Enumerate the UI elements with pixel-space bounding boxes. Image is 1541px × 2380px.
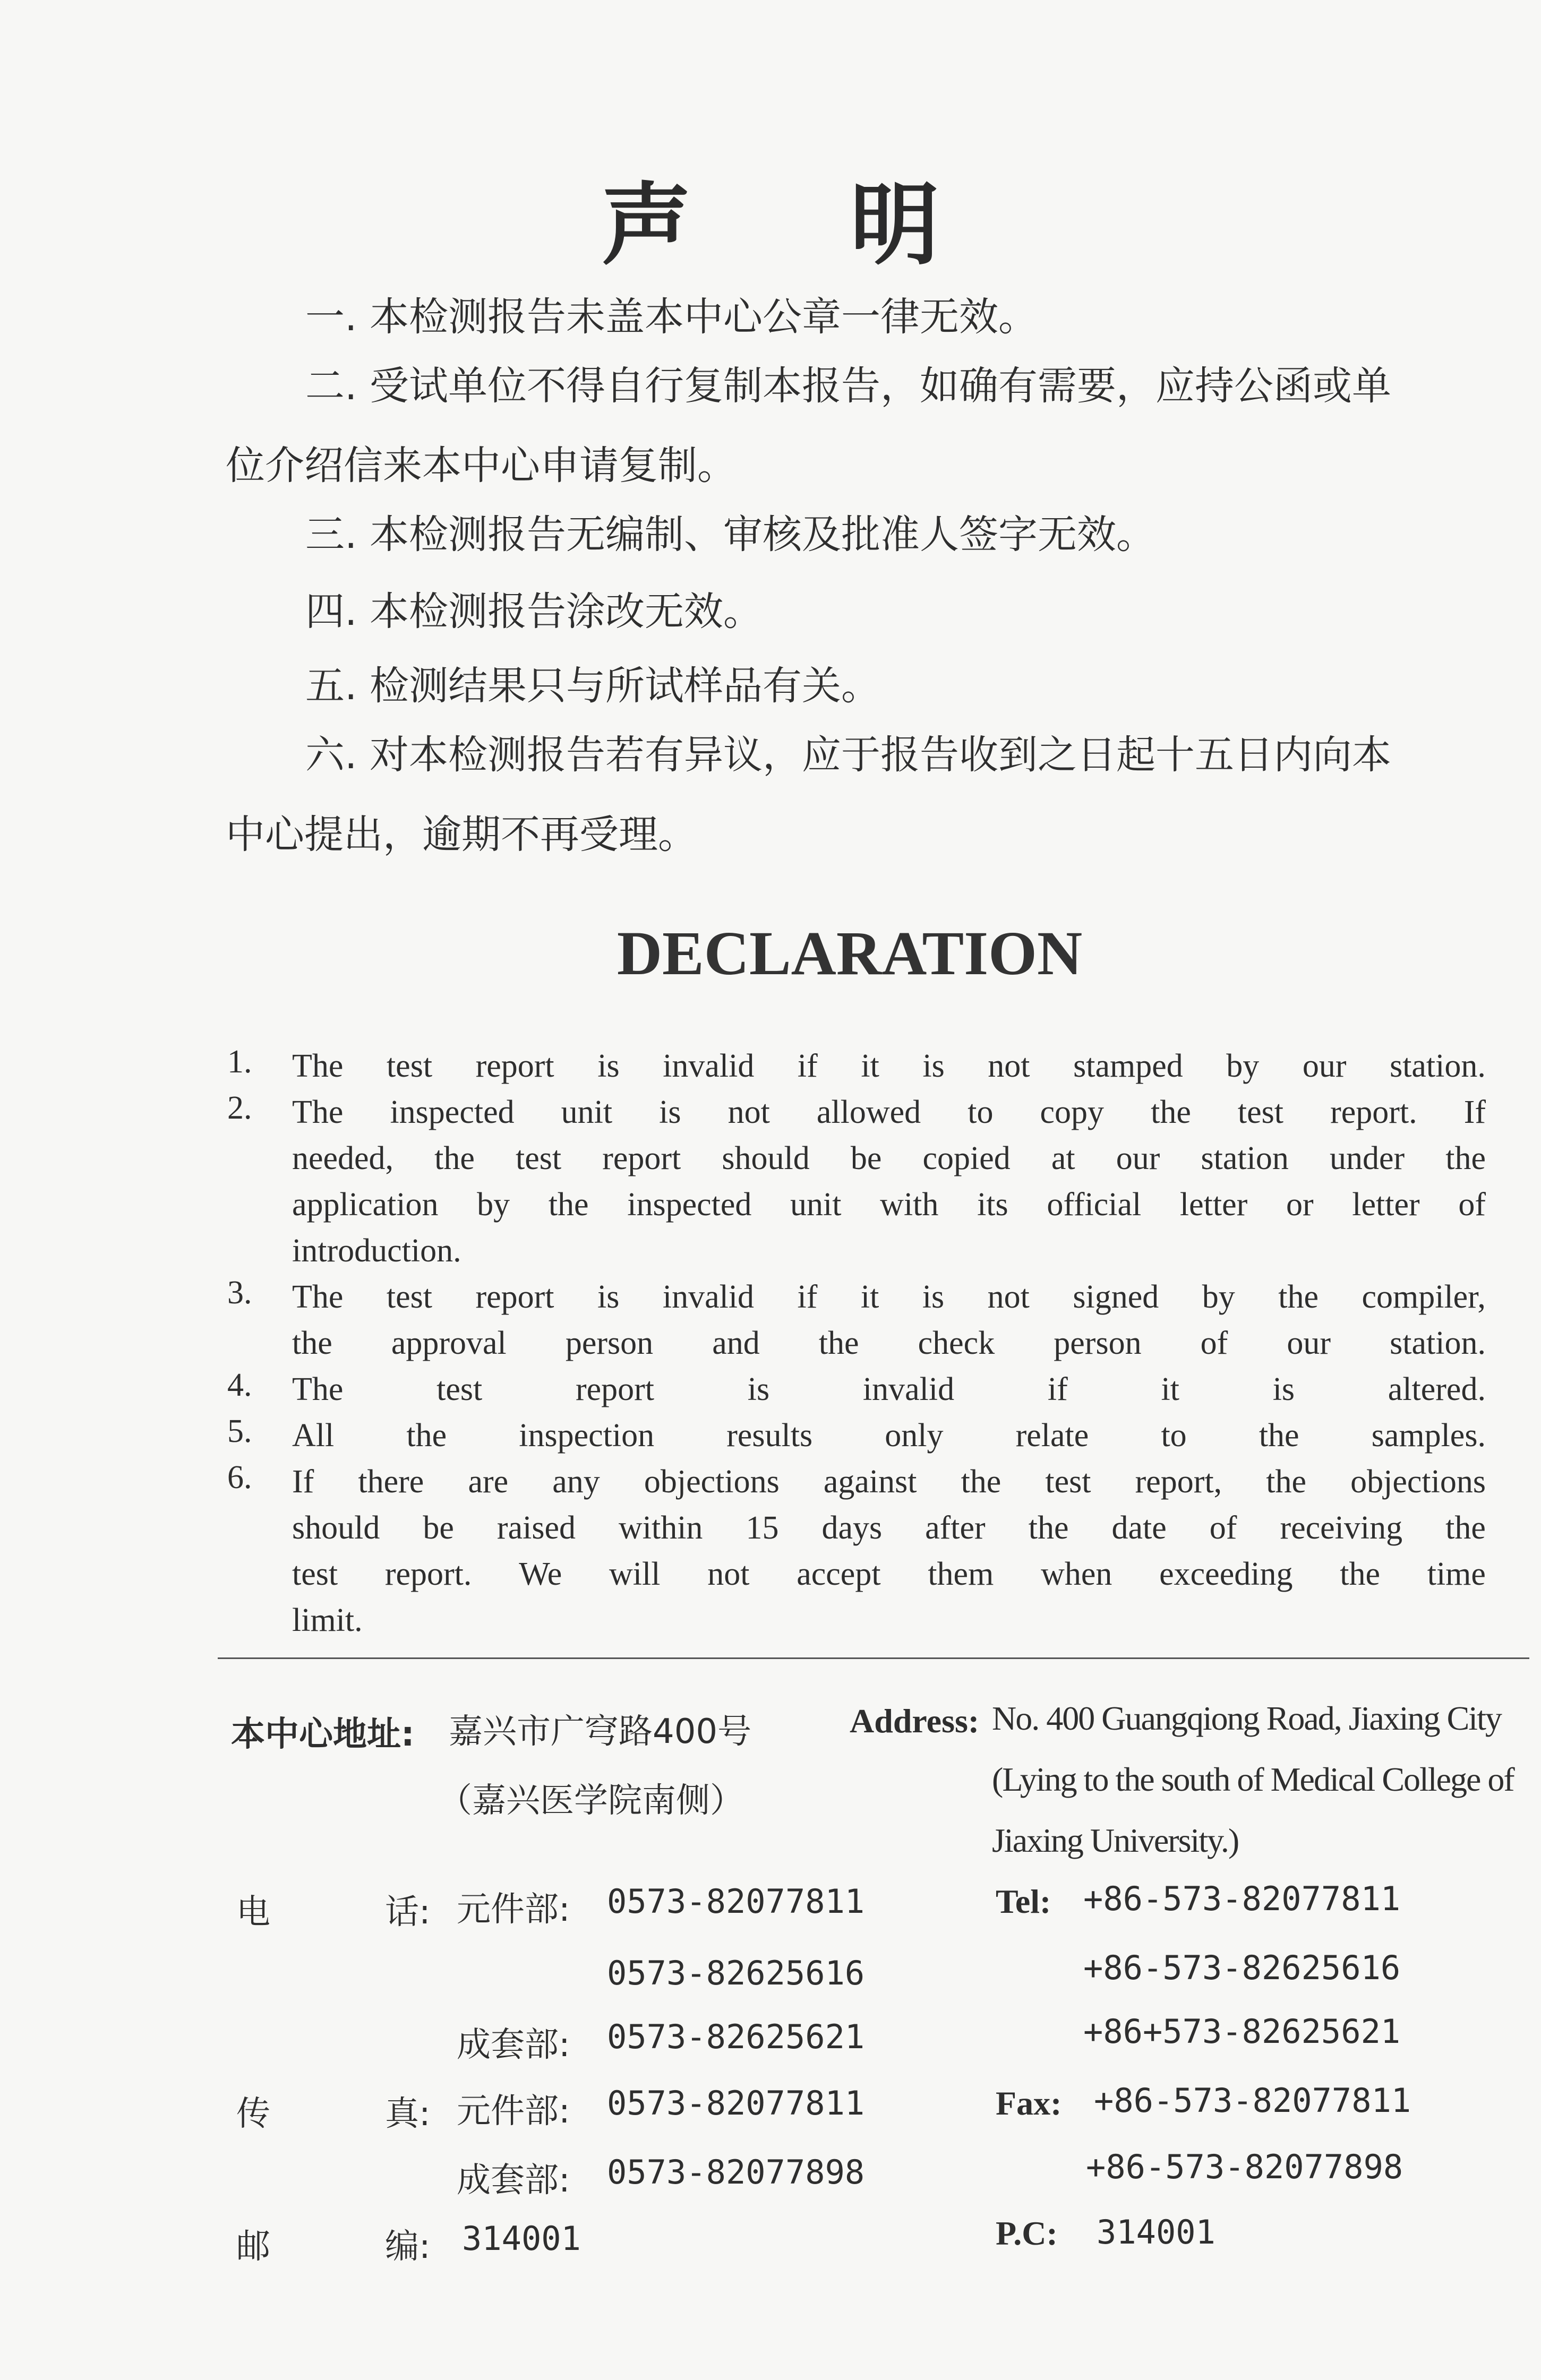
- tel-label-cn-1: 电: [236, 1893, 270, 1932]
- address-label-cn: 本中心地址:: [231, 1715, 415, 1754]
- declaration-item-line: the approval person and the check person of our station.: [292, 1325, 1486, 1361]
- fax-en-2: +86-573-82077898: [1086, 2147, 1403, 2186]
- declaration-item-line: The test report is invalid if it is not stamped by our station.: [292, 1048, 1486, 1084]
- address-en-3: Jiaxing University.): [992, 1821, 1239, 1859]
- tel-cn-2: 0573-82625616: [607, 1954, 865, 1992]
- chinese-title-char-1: 声: [602, 172, 691, 277]
- declaration-item-line: application by the inspected unit with its official letter or letter of: [292, 1187, 1486, 1223]
- tel-en-3: +86+573-82625621: [1083, 2012, 1401, 2051]
- declaration-item: [227, 1043, 1486, 1089]
- footer-divider: [218, 1657, 1529, 1659]
- declaration-item-line: limit.: [292, 1602, 363, 1638]
- chinese-title: [0, 154, 1541, 282]
- declaration-item-number: 6.: [227, 1459, 252, 1496]
- declaration-item-line: The inspected unit is not allowed to copy the test report. If: [292, 1094, 1486, 1130]
- declaration-item: [227, 1413, 1486, 1459]
- address-en-1: No. 400 Guangqiong Road, Jiaxing City: [992, 1699, 1501, 1737]
- pc-label-en: P.C:: [996, 2214, 1058, 2252]
- tel-en-2: +86-573-82625616: [1083, 1948, 1401, 1987]
- pc-en: 314001: [1097, 2213, 1215, 2252]
- fax-en-1: +86-573-82077811: [1094, 2081, 1411, 2120]
- declaration-item: [227, 1367, 1486, 1413]
- address-cn-note: （嘉兴医学院南侧）: [438, 1781, 744, 1820]
- tel-label-cn-2: 话:: [385, 1893, 431, 1932]
- declaration-item-line: test report. We will not accept them when exceeding the time: [292, 1556, 1486, 1592]
- declaration-item-number: 1.: [227, 1044, 252, 1080]
- cn-note-6-cont: 中心提出，逾期不再受理。: [226, 812, 697, 857]
- declaration-item: [227, 1089, 1486, 1274]
- cn-note-1: 一. 本检测报告未盖本中心公章一律无效。: [305, 294, 1038, 340]
- fax-cn-1: 0573-82077811: [607, 2084, 865, 2123]
- tel-label-en: Tel:: [996, 1883, 1051, 1920]
- fax-cn-2: 0573-82077898: [607, 2153, 865, 2192]
- dept-sets-tel: 成套部:: [457, 2025, 570, 2065]
- fax-label-cn-1: 传: [236, 2094, 270, 2134]
- declaration-item-line: needed, the test report should be copied at our station under the: [292, 1140, 1486, 1176]
- declaration-item-line: All the inspection results only relate to the samples.: [292, 1417, 1486, 1454]
- pc-label-cn-2: 编:: [385, 2227, 431, 2266]
- declaration-item-line: introduction.: [292, 1233, 461, 1269]
- dept-components-tel: 元件部:: [457, 1890, 570, 1929]
- dept-components-fax: 元件部:: [457, 2092, 570, 2131]
- declaration-item-number: 2.: [227, 1090, 252, 1126]
- declaration-item-number: 5.: [227, 1413, 252, 1449]
- cn-note-5: 五. 检测结果只与所试样品有关。: [305, 663, 881, 709]
- cn-note-2-cont: 位介绍信来本中心申请复制。: [226, 443, 737, 488]
- declaration-item-number: 4.: [227, 1367, 252, 1403]
- dept-sets-fax: 成套部:: [457, 2161, 570, 2200]
- cn-note-3: 三. 本检测报告无编制、审核及批准人签字无效。: [305, 512, 1156, 557]
- english-title: DECLARATION: [617, 918, 1083, 988]
- declaration-item-number: 3.: [227, 1275, 252, 1311]
- cn-note-6: 六. 对本检测报告若有异议，应于报告收到之日起十五日内向本: [305, 732, 1392, 778]
- tel-cn-1: 0573-82077811: [607, 1882, 865, 1921]
- declaration-item-line: The test report is invalid if it is not signed by the compiler,: [292, 1279, 1486, 1315]
- declaration-item-line: The test report is invalid if it is altered.: [292, 1371, 1486, 1407]
- chinese-title-char-2: 明: [850, 172, 939, 277]
- pc-label-cn-1: 邮: [236, 2227, 270, 2266]
- tel-cn-3: 0573-82625621: [607, 2017, 865, 2056]
- tel-en-1: +86-573-82077811: [1083, 1879, 1401, 1918]
- fax-label-en: Fax:: [996, 2084, 1062, 2122]
- cn-note-2: 二. 受试单位不得自行复制本报告，如确有需要，应持公函或单: [305, 363, 1392, 409]
- declaration-list: [227, 1043, 1486, 1644]
- declaration-item: [227, 1274, 1486, 1367]
- declaration-item: [227, 1459, 1486, 1644]
- declaration-item-line: If there are any objections against the test report, the objections: [292, 1464, 1486, 1500]
- fax-label-cn-2: 真:: [385, 2094, 431, 2134]
- address-label-en: Address:: [850, 1702, 980, 1740]
- pc-cn: 314001: [462, 2219, 581, 2258]
- declaration-item-line: should be raised within 15 days after the date of receiving the: [292, 1510, 1486, 1546]
- cn-note-4: 四. 本检测报告涂改无效。: [305, 589, 763, 634]
- address-cn: 嘉兴市广穹路400号: [449, 1712, 752, 1751]
- address-en-2: (Lying to the south of Medical College of: [992, 1760, 1514, 1798]
